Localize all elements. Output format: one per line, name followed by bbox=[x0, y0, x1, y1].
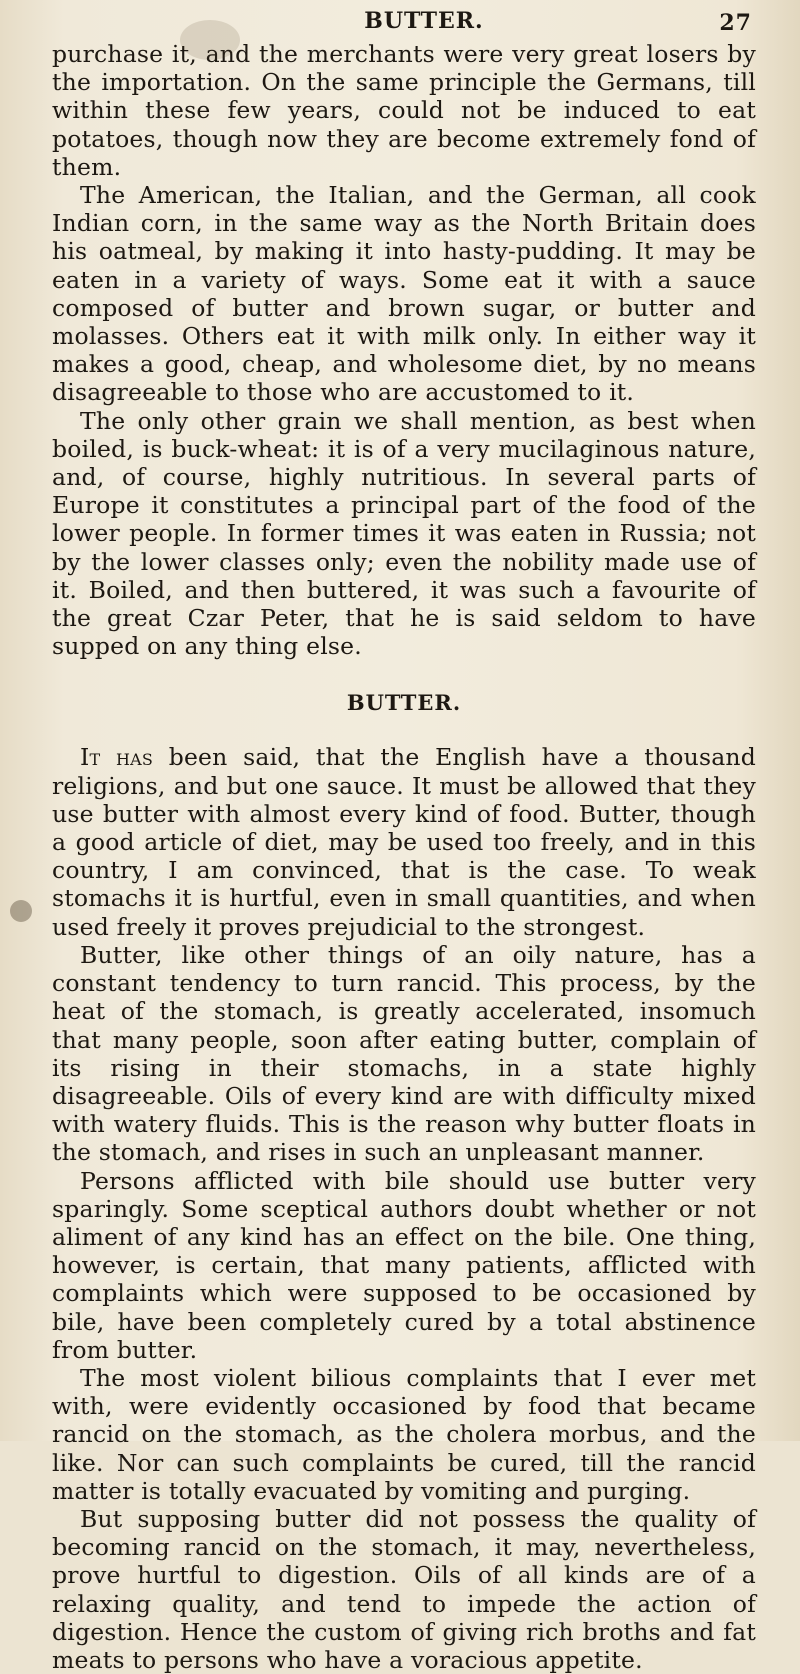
paragraph bbox=[52, 743, 756, 940]
running-head-title: BUTTER. bbox=[364, 8, 484, 34]
paragraph: The most violent bilious complaints that I ever met with, were evidently occasioned by food that became rancid on the stomach, as the cholera morbus, and the like. Nor can such complaints be cured, till the rancid matter is totally evacuated by vomiting and purging. bbox=[52, 1363, 756, 1505]
paragraph: The American, the Italian, and the German, all cook Indian corn, in the same way as the North Britain does his oatmeal, by making it into hasty-pudding. It may be eaten in a variety of ways. Some eat it with a sauce composed of butter and brown sugar, or butter and molasses. Others eat it with milk only. In either way it makes a good, cheap, and wholesome diet, by no means disagreeable to those who are accustomed to it. bbox=[52, 181, 756, 407]
paragraph-lead: It has bbox=[80, 743, 154, 772]
paragraph: purchase it, and the merchants were very great losers by the importation. On the same principle the Germans, till within these few years, could not be induced to eat potatoes, though now they are become extremely fond of them. bbox=[52, 40, 756, 181]
running-head bbox=[52, 8, 756, 40]
paragraph: Persons afflicted with bile should use butter very sparingly. Some sceptical authors doubt whether or not aliment of any kind has an effect on the bile. One thing, however, is certain, that many patients, afflicted with complaints which were supposed to be occasioned by bile, have been completely cured by a total abstinence from butter. bbox=[52, 1166, 756, 1364]
page-number: 27 bbox=[719, 10, 752, 36]
paper-stain bbox=[10, 900, 32, 922]
section-heading: BUTTER. bbox=[346, 690, 462, 716]
paragraph-body: been said, that the English have a thousand religions, and but one sauce. It must be allowed that they use butter with almost every kind of food. Butter, though a good article of diet, may be used too freely, and in this country, I am convinced, that is the case. To weak stomachs it is hurtful, even in small quantities, and when used freely it proves prejudicial to the strongest. bbox=[52, 743, 756, 941]
paragraph: But supposing butter did not possess the quality of becoming rancid on the stomach, it may, nevertheless, prove hurtful to digestion. Oils of all kinds are of a relaxing quality, and tend to impede the action of digestion. Hence the custom of giving rich broths and fat meats to persons who have a voracious appetite. bbox=[52, 1504, 756, 1674]
paragraph: Butter, like other things of an oily nature, has a constant tendency to turn rancid. This process, by the heat of the stomach, is greatly accelerated, insomuch that many people, soon after eating butter, complain of its rising in their stomachs, in a state highly disagreeable. Oils of every kind are with difficulty mixed with watery fluids. This is the reason why butter floats in the stomach, and rises in such an unpleasant manner. bbox=[52, 940, 756, 1167]
paragraph: The only other grain we shall mention, as best when boiled, is buck-wheat: it is of a very mucilaginous nature, and, of course, highly nutritious. In several parts of Europe it constitutes a principal part of the food of the lower people. In former times it was eaten in Russia; not by the lower classes only; even the nobility made use of it. Boiled, and then buttered, it was such a favourite of the great Czar Peter, that he is said seldom to have supped on any thing else. bbox=[52, 406, 756, 661]
